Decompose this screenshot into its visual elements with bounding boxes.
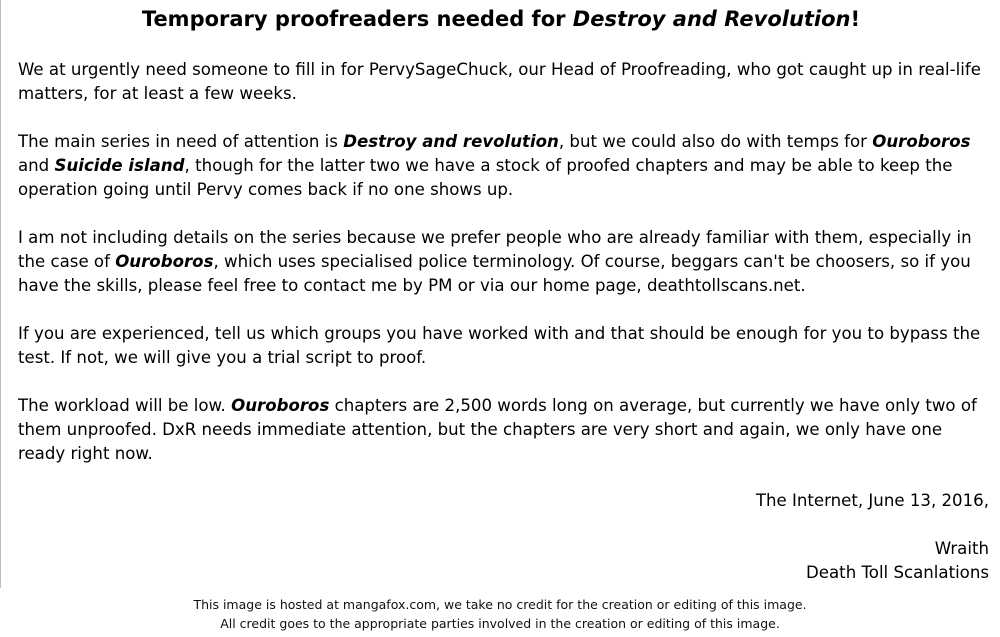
page-title — [1, 5, 1000, 33]
signature-spacer — [756, 513, 989, 537]
signature-group: Death Toll Scanlations — [806, 563, 989, 582]
signature-place-date: The Internet, June 13, 2016, — [755, 491, 989, 510]
paragraph-urgent-need: We at urgently need someone to fill in for PervySageChuck, our Head of Proofreading, who got caught up in real-life matters, for at least a few weeks. — [18, 60, 981, 103]
series-ouroboros: Ouroboros — [231, 396, 330, 415]
series-ouroboros: Ouroboros — [872, 132, 971, 151]
series-ouroboros: Ouroboros — [115, 252, 214, 271]
disclaimer-line-2: All credit goes to the appropriate parties involved in the creation or editing of this image. — [220, 616, 780, 631]
paragraph-series-needed: The main series in need of attention is Destroy and revolution, but we could also do with temps for Ouroboros and Suicide island, though for the latter two we have a stock of proofed chapters and may be able to keep the operation going until Pervy comes back if no one shows up. — [18, 132, 971, 199]
paragraph-contact: I am not including details on the series because we prefer people who are already familiar with them, especially in the case of Ouroboros, which uses specialised police terminology. Of course, beggars can't be choosers, so if you have the skills, please feel free to contact me by PM or via our home page, deathtollscans.net. — [18, 228, 972, 295]
hosting-disclaimer — [0, 595, 1000, 633]
disclaimer-line-1: This image is hosted at mangafox.com, we take no credit for the creation or editing of this image. — [193, 597, 807, 612]
series-suicide-island: Suicide island — [54, 156, 185, 175]
title-text: Temporary proofreaders needed for — [141, 7, 573, 31]
paragraph-experience: If you are experienced, tell us which groups you have worked with and that should be enough for you to bypass the test. If not, we will give you a trial script to proof. — [18, 324, 981, 367]
title-series-name: Destroy and Revolution — [572, 7, 851, 31]
signature-name: Wraith — [934, 539, 989, 558]
series-destroy-and-revolution: Destroy and revolution — [343, 132, 559, 151]
title-exclamation: ! — [850, 7, 861, 31]
announcement-body — [18, 58, 993, 490]
signature-block — [756, 489, 989, 585]
paragraph-workload: The workload will be low. Ouroboros chapters are 2,500 words long on average, but currently we have only two of them unproofed. DxR needs immediate attention, but the chapters are very short and again, we only have one ready right now. — [18, 396, 977, 463]
